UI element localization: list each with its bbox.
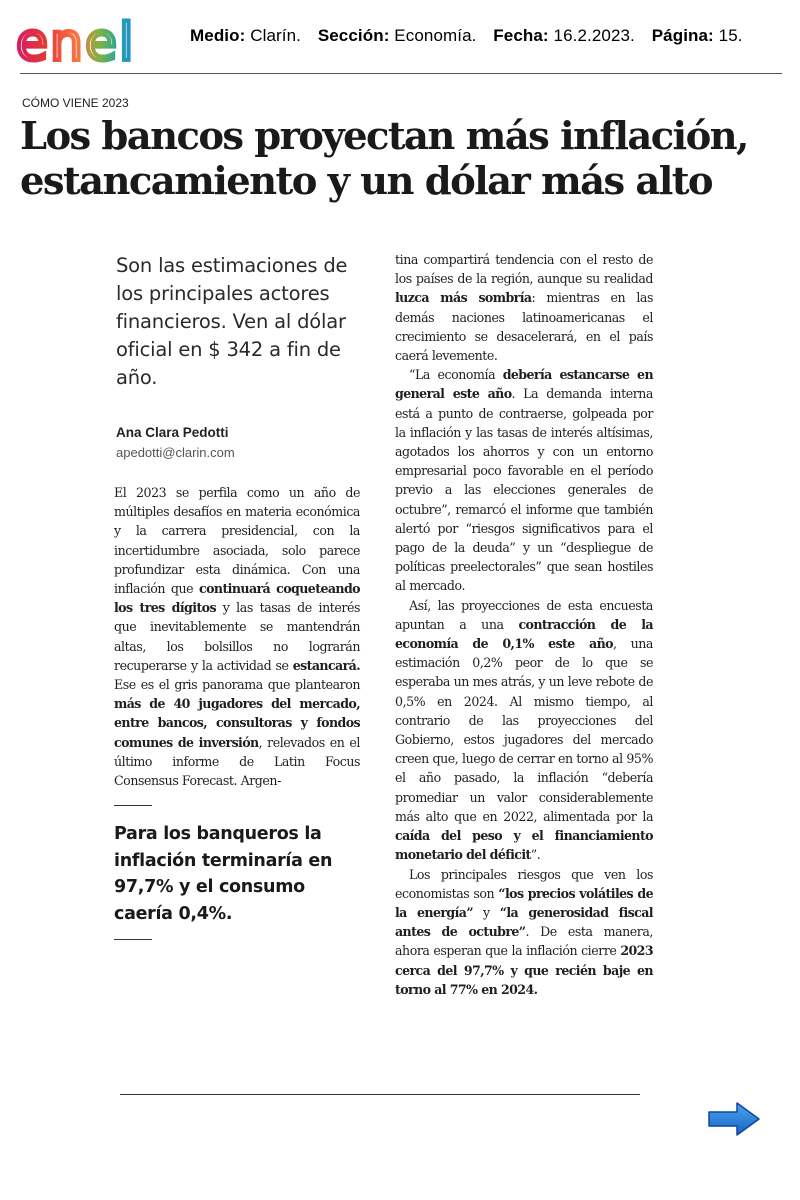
fecha-value: 16.2.2023. xyxy=(553,26,635,45)
headline-line-1: Los bancos proyectan más inflación, xyxy=(20,114,748,159)
seccion-value: Economía. xyxy=(394,26,477,45)
logo-wordmark: enel xyxy=(16,13,136,72)
article-kicker: CÓMO VIENE 2023 xyxy=(22,96,129,110)
body-paragraph: Así, las proyecciones de esta encuesta apuntan a una contracción de la economía de 0,1% este año, una estimación 0,2% peor de lo que se esperaba un mes atrás, y un leve rebote de 0,5% en 2024. Al mismo tiempo, al contrario de las proyecciones del Gobierno, estos jugadores del mercado creen que, luego de cerrar en torno al 95% el año pasado, la inflación “debería promediar un valor considerablemente más alto que en 2022, alimentada por la caída del peso y el financiamiento monetario del déficit”. xyxy=(395,597,653,863)
body-paragraph: El 2023 se perfila como un año de múltiples desafíos en materia económica y la carrera presidencial, con la incertidumbre asociada, solo parece profundizar esta dinámica. Con una inflación que continuará coqueteando los tres dígitos y las tasas de interés que inevitablemente se mantendrán altas, los bolsillos no lograrán recuperarse y la actividad se estancará. Ese es el gris panorama que plantearon más de 40 jugadores del mercado, entre bancos, consultoras y fondos comunes de inversión, relevados en el último informe de Latin Focus Consensus Forecast. Argen- xyxy=(114,485,361,789)
article-headline xyxy=(20,114,795,204)
article-body-right-column xyxy=(395,250,653,999)
pull-quote: Para los banqueros la inflación terminaría en 97,7% y el consumo caería 0,4%. xyxy=(114,824,333,924)
author-email: apedotti@clarin.com xyxy=(116,445,235,460)
pull-quote-rule-bottom xyxy=(114,939,152,940)
footer-divider xyxy=(120,1094,640,1095)
arrow-right-icon[interactable] xyxy=(707,1100,761,1138)
headline-line-2: estancamiento y un dólar más alto xyxy=(20,159,713,204)
medio-label: Medio: xyxy=(190,26,246,45)
body-paragraph: “La economía debería estancarse en general este año. La demanda interna está a punto de contraerse, golpeada por la inflación y las tasas de interés altísimas, agotados los ahorros y con un entorno empresarial poco favorable en el período previo a las elecciones generales de octubre”, remarcó el informe que también alertó por “riesgos significativos para el pago de la deuda” y un “despliegue de políticas preelectorales” que sean hostiles al mercado. xyxy=(395,367,653,594)
clipping-source-info xyxy=(190,26,743,46)
pagina-value: 15. xyxy=(718,26,743,45)
seccion-label: Sección: xyxy=(317,26,390,45)
article-body-left-column xyxy=(114,483,360,790)
header-divider xyxy=(20,73,782,74)
author-name: Ana Clara Pedotti xyxy=(116,425,229,440)
article-lead: Son las estimaciones de los principales actores financieros. Ven al dólar oficial en $ 342 a fin de año. xyxy=(116,254,348,389)
body-paragraph: tina compartirá tendencia con el resto de los países de la región, aunque su realidad luzca más sombría: mientras en las demás naciones latinoamericanas el crecimiento se desacelerará, en el país caerá levemente. xyxy=(395,252,653,364)
fecha-label: Fecha: xyxy=(493,26,549,45)
body-paragraph: Los principales riesgos que ven los economistas son “los precios volátiles de la energía” y “la generosidad fiscal antes de octubre”. De esta manera, ahora esperan que la inflación cierre 2023 cerca del 97,7% y que recién baje en torno al 77% en 2024. xyxy=(395,866,653,997)
pull-quote-rule-top xyxy=(114,805,152,806)
enel-logo xyxy=(14,10,174,72)
pagina-label: Página: xyxy=(651,26,714,45)
medio-value: Clarín. xyxy=(250,26,301,45)
